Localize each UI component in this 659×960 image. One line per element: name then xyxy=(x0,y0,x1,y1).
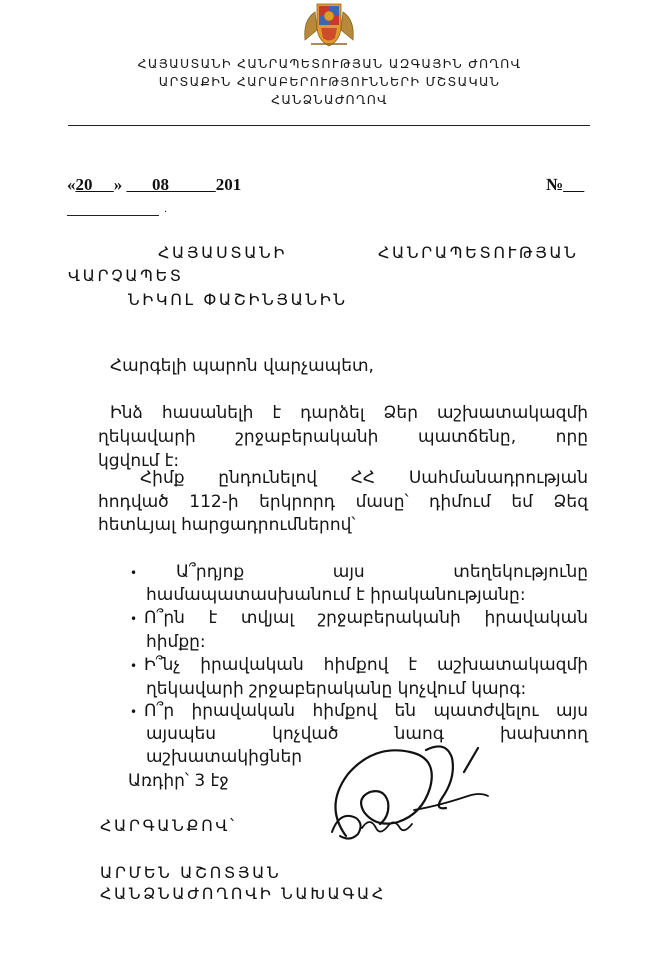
question1-line2: համապատասխանում է իրականությանը: xyxy=(146,585,526,605)
attachment-note: Առդիր՝ 3 էջ xyxy=(128,771,229,791)
paragraph1-line1: Ինձ հասանելի է դարձել Ձեր աշխատակազմի xyxy=(110,403,588,423)
bullet: • xyxy=(130,566,138,580)
doc-number-label: № xyxy=(546,175,564,194)
org-name-line3: ՀԱՆՁՆԱԺՈՂՈՎ xyxy=(271,92,388,107)
paragraph2-line3: հետևյալ հարցադրումներով՝ xyxy=(98,515,356,535)
doc-number-field xyxy=(546,175,584,195)
addressee-line3: ՆԻԿՈԼ ՓԱՇԻՆՅԱՆԻՆ xyxy=(128,290,348,309)
date-year: 201 xyxy=(215,175,242,194)
question3-line1: Ի՞նչ իրավական հիմքով է աշխատակազմի xyxy=(144,655,588,675)
question2-line2: հիմքը: xyxy=(146,632,206,652)
stray-dot: . xyxy=(164,204,168,215)
bullet: • xyxy=(130,705,138,719)
date-field xyxy=(67,175,241,195)
org-name-line1: ՀԱՅԱՍՏԱՆԻ ՀԱՆՐԱՊԵՏՈՒԹՅԱՆ ԱԶԳԱՅԻՆ ԺՈՂՈՎ xyxy=(137,56,522,71)
coat-of-arms-emblem xyxy=(301,0,357,48)
question4-line2: այսպես կոչված նաոգ խախտող xyxy=(146,724,588,744)
number-blank-line xyxy=(67,215,159,216)
paragraph2-line1: Հիմք ընդունելով ՀՀ Սահմանադրության xyxy=(140,468,588,488)
closing-regards: ՀԱՐԳԱՆՔՈՎ՝ xyxy=(100,816,237,835)
org-name-line2: ԱՐՏԱՔԻՆ ՀԱՐԱԲԵՐՈՒԹՅՈՒՆՆԵՐԻ ՄՇՏԱԿԱՆ xyxy=(158,74,501,89)
paragraph1-line3: կցվում է: xyxy=(98,451,180,471)
addressee-line2: ՎԱՐՉԱՊԵՏ xyxy=(68,266,184,285)
question3-line2: ղեկավարի շրջաբերականը կոչվում կարգ: xyxy=(146,679,527,699)
paragraph2-line2: հոդված 112-ի երկրորդ մասը՝ դիմում եմ Ձեզ xyxy=(98,492,588,512)
handwritten-signature xyxy=(318,736,498,848)
date-month: 08 xyxy=(152,175,169,194)
header-divider xyxy=(68,125,590,126)
salutation: Հարգելի պարոն վարչապետ, xyxy=(110,356,374,376)
addressee-line1a: ՀԱՅԱՍՏԱՆԻ xyxy=(158,243,287,262)
question4-line1: Ո՞ր իրավական հիմքով են պատժվելու այս xyxy=(144,701,588,721)
paragraph1-line2: ղեկավարի շրջաբերականի պատճենը, որը xyxy=(98,427,588,447)
date-close-quote: » xyxy=(113,175,123,194)
bullet: • xyxy=(130,659,138,673)
question1-line1: Ա՞րդյոք այս տեղեկությունը xyxy=(176,562,588,582)
signer-title: ՀԱՆՁՆԱԺՈՂՈՎԻ ՆԱԽԱԳԱՀ xyxy=(100,884,386,903)
bullet: • xyxy=(130,612,138,626)
question4-line3: աշխատակիցներ xyxy=(146,747,303,767)
addressee-line1b: ՀԱՆՐԱՊԵՏՈՒԹՅԱՆ xyxy=(378,243,579,262)
question2-line1: Ո՞րն է տվյալ շրջաբերականի իրավական xyxy=(144,608,588,628)
signer-name: ԱՐՄԵՆ ԱՇՈՏՅԱՆ xyxy=(100,863,282,882)
date-day: 20 xyxy=(75,175,93,194)
date-open-quote: « xyxy=(67,175,76,194)
